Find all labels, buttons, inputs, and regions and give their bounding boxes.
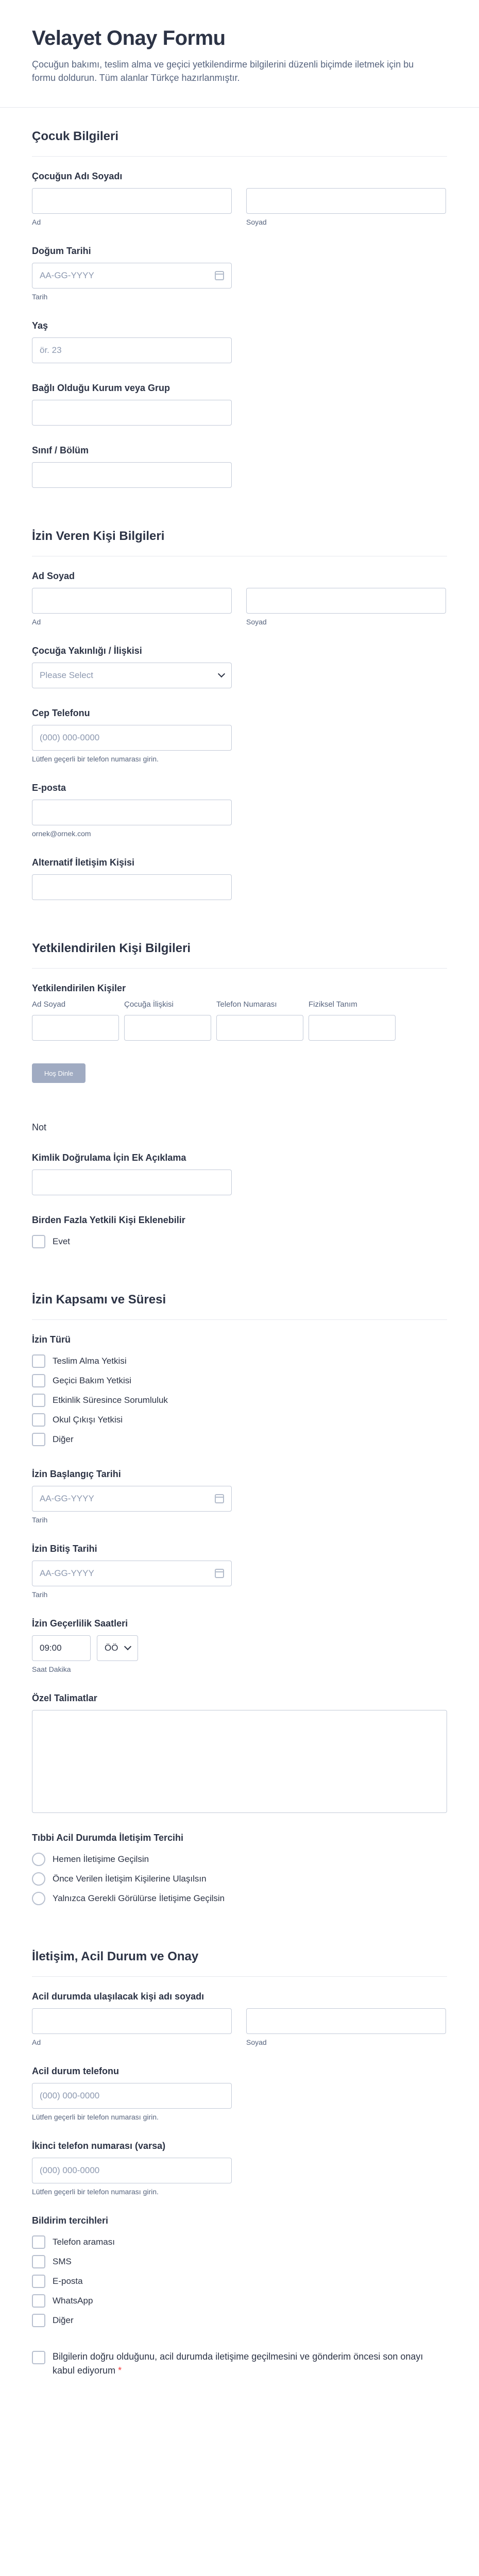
ampm-value: ÖÖ [105,1643,118,1653]
sublabel: Saat Dakika [32,1665,71,1674]
option-label: SMS [53,2257,72,2267]
field-label: Birden Fazla Yetkili Kişi Eklenebilir [32,1215,185,1226]
required-mark: * [118,2365,122,2376]
instructions-field [32,1693,447,1813]
checkbox-option[interactable] [32,1351,447,1371]
child-first-name-input[interactable] [32,188,232,214]
add-row-button[interactable]: Hoş Dinle [32,1063,85,1083]
chevron-down-icon [218,670,225,677]
consent-checkbox[interactable] [32,2351,45,2364]
checkbox[interactable] [32,1235,45,1248]
permission-type-field [32,1334,447,1449]
section-authorized [0,920,479,1251]
id-note-field [32,1153,447,1195]
calendar-icon[interactable] [215,1569,224,1578]
dob-input[interactable] [32,263,232,289]
radio-button[interactable] [32,1853,45,1866]
relation-select[interactable] [32,663,232,688]
emergency-first-name-input[interactable] [32,2008,232,2034]
checkbox-option[interactable] [32,2311,447,2330]
table-cell-input[interactable] [216,1015,303,1041]
sublabel: ornek@ornek.com [32,829,91,838]
field-label: Acil durumda ulaşılacak kişi adı soyadı [32,1991,204,2002]
sublabel: Tarih [32,1590,48,1599]
field-label: İkinci telefon numarası (varsa) [32,2141,166,2151]
section-header [32,108,447,157]
form-title: Velayet Onay Formu [32,27,226,49]
section-title: İzin Kapsamı ve Süresi [32,1293,166,1307]
section-header [32,1928,447,1977]
sublabel: Soyad [246,2038,267,2047]
checkbox[interactable] [32,2314,45,2327]
field-label: İzin Bitiş Tarihi [32,1544,97,1554]
table-cell-input[interactable] [309,1015,396,1041]
field-label: İzin Başlangıç Tarihi [32,1469,121,1480]
emergency-name-field [32,1991,447,2046]
group-field [32,383,447,426]
column-header: Ad Soyad [32,1000,66,1009]
ampm-select[interactable] [97,1635,138,1661]
field-label: İzin Geçerlilik Saatleri [32,1618,128,1629]
chevron-down-icon [124,1643,131,1650]
option-label: Geçici Bakım Yetkisi [53,1376,132,1386]
grantor-last-name-input[interactable] [246,588,446,614]
start-date-input[interactable] [32,1486,232,1512]
radio-option[interactable] [32,1889,447,1908]
class-field [32,445,447,488]
select-placeholder: Please Select [40,670,93,681]
email-input[interactable] [32,800,232,825]
field-label: Yaş [32,320,48,331]
sublabel: Soyad [246,218,267,227]
sublabel: Soyad [246,618,267,626]
class-input[interactable] [32,462,232,488]
checkbox-option[interactable] [32,1430,447,1449]
checkbox[interactable] [32,1354,45,1368]
start-date-field [32,1469,447,1524]
checkbox[interactable] [32,2294,45,2308]
id-note-input[interactable] [32,1170,232,1195]
calendar-icon[interactable] [215,1494,224,1503]
section-header [32,1271,447,1320]
alt-contact-field [32,857,447,900]
checkbox[interactable] [32,2275,45,2288]
checkbox-option[interactable] [32,2291,447,2311]
mobile-phone-field [32,708,447,763]
instructions-textarea[interactable] [32,1710,447,1813]
radio-button[interactable] [32,1872,45,1886]
consent-checkbox-field[interactable] [32,2350,447,2378]
field-label: Doğum Tarihi [32,246,91,257]
radio-option[interactable] [32,1850,447,1869]
table-cell-input[interactable] [32,1015,119,1041]
section-contact [0,1928,479,2378]
field-label: Bağlı Olduğu Kurum veya Grup [32,383,170,394]
checkbox[interactable] [32,1394,45,1407]
note-text: Not [32,1122,47,1133]
sublabel: Lütfen geçerli bir telefon numarası girin. [32,2188,159,2196]
second-phone-field [32,2141,447,2196]
section-title: Çocuk Bilgileri [32,129,119,144]
option-label: Hemen İletişime Geçilsin [53,1854,149,1865]
checkbox-option[interactable] [32,1410,447,1430]
child-last-name-input[interactable] [246,188,446,214]
authorized-table-field [32,983,447,1083]
consent-label [53,2350,447,2378]
field-label: İzin Türü [32,1334,71,1345]
section-title: İzin Veren Kişi Bilgileri [32,529,165,544]
second-phone-input[interactable] [32,2158,232,2183]
multi-field [32,1215,447,1251]
checkbox[interactable] [32,1433,45,1446]
form-description: Çocuğun bakımı, teslim alma ve geçici yetkilendirme bilgilerini düzenli biçimde iletmek için bu formu doldurun. Tüm alanlar Türkçe hazırlanmıştır. [32,59,414,83]
option-label: Okul Çıkışı Yetkisi [53,1415,123,1425]
form-header [0,0,479,108]
checkbox[interactable] [32,1374,45,1387]
group-input[interactable] [32,400,232,426]
sublabel: Lütfen geçerli bir telefon numarası girin. [32,755,159,764]
grantor-first-name-input[interactable] [32,588,232,614]
column-header: Çocuğa İlişkisi [124,1000,174,1009]
emergency-last-name-input[interactable] [246,2008,446,2034]
end-date-field [32,1544,447,1599]
placeholder-text: AA-GG-YYYY [40,270,94,281]
age-field [32,320,447,363]
field-label: Çocuğun Adı Soyadı [32,171,123,182]
sublabel: Lütfen geçerli bir telefon numarası girin. [32,2113,159,2122]
relation-field [32,646,447,688]
checkbox[interactable] [32,2255,45,2268]
option-label: WhatsApp [53,2296,93,2306]
option-label: E-posta [53,2276,83,2286]
dob-field [32,246,447,301]
end-date-input[interactable] [32,1561,232,1586]
checkbox-option[interactable] [32,2272,447,2291]
emergency-phone-field [32,2066,447,2121]
field-label: Bildirim tercihleri [32,2215,109,2226]
checkbox-option[interactable] [32,1391,447,1410]
option-label: Yalnızca Gerekli Görülürse İletişime Geçilsin [53,1893,225,1904]
checkbox[interactable] [32,2235,45,2249]
option-label: Diğer [53,2315,74,2326]
consent-text: Bilgilerin doğru olduğunu, acil durumda iletişime geçilmesini ve gönderim öncesi son onayı kabul ediyorum [53,2351,423,2376]
placeholder-text: ör. 23 [40,345,62,355]
option-label: Evet [53,1236,71,1247]
field-label: Çocuğa Yakınlığı / İlişkisi [32,646,142,656]
time-input[interactable]: 09:00 [32,1635,91,1661]
placeholder-text: AA-GG-YYYY [40,1494,94,1504]
section-header [32,507,447,556]
section-scope [0,1271,479,1908]
hours-field [32,1618,447,1673]
field-label: Acil durum telefonu [32,2066,119,2077]
option-label: Teslim Alma Yetkisi [53,1356,127,1366]
field-label: Tıbbi Acil Durumda İletişim Tercihi [32,1833,184,1843]
mobile-phone-input[interactable] [32,725,232,751]
field-label: Kimlik Doğrulama İçin Ek Açıklama [32,1153,186,1163]
sublabel: Ad [32,218,41,227]
placeholder-text: AA-GG-YYYY [40,1568,94,1579]
table-cell-input[interactable] [124,1015,211,1041]
field-label: Sınıf / Bölüm [32,445,89,456]
placeholder-text: (000) 000-0000 [40,733,100,743]
field-label: Özel Talimatlar [32,1693,97,1704]
child-name-field [32,171,447,226]
checkbox[interactable] [32,1413,45,1427]
checkbox-option[interactable] [32,2252,447,2272]
placeholder-text: (000) 000-0000 [40,2091,100,2101]
checkbox-option[interactable] [32,1232,447,1251]
notification-prefs-field [32,2215,447,2330]
checkbox-option[interactable] [32,2232,447,2252]
radio-button[interactable] [32,1892,45,1905]
option-label: Diğer [53,1434,74,1445]
table-row [32,1015,447,1041]
section-header [32,920,447,969]
section-title: Yetkilendirilen Kişi Bilgileri [32,941,191,956]
option-label: Telefon araması [53,2237,115,2247]
section-grantor-info [0,507,479,900]
calendar-icon[interactable] [215,271,224,280]
column-header: Fiziksel Tanım [309,1000,357,1009]
field-label: Yetkilendirilen Kişiler [32,983,126,994]
field-label: E-posta [32,783,66,793]
grantor-name-field [32,571,447,626]
section-title: İletişim, Acil Durum ve Onay [32,1950,199,1964]
sublabel: Ad [32,2038,41,2047]
option-label: Etkinlik Süresince Sorumluluk [53,1395,168,1405]
table-header [32,1000,447,1009]
alt-contact-input[interactable] [32,874,232,900]
field-label: Ad Soyad [32,571,75,582]
field-label: Alternatif İletişim Kişisi [32,857,135,868]
sublabel: Tarih [32,1516,48,1524]
checkbox-option[interactable] [32,1371,447,1391]
sublabel: Ad [32,618,41,626]
field-label: Cep Telefonu [32,708,90,719]
option-label: Önce Verilen İletişim Kişilerine Ulaşılsın [53,1874,207,1884]
sublabel: Tarih [32,293,48,301]
placeholder-text: (000) 000-0000 [40,2165,100,2176]
age-input[interactable] [32,337,232,363]
email-field [32,783,447,838]
emergency-phone-input[interactable] [32,2083,232,2109]
section-child-info [0,108,479,488]
radio-option[interactable] [32,1869,447,1889]
medical-contact-field [32,1833,447,1908]
column-header: Telefon Numarası [216,1000,277,1009]
